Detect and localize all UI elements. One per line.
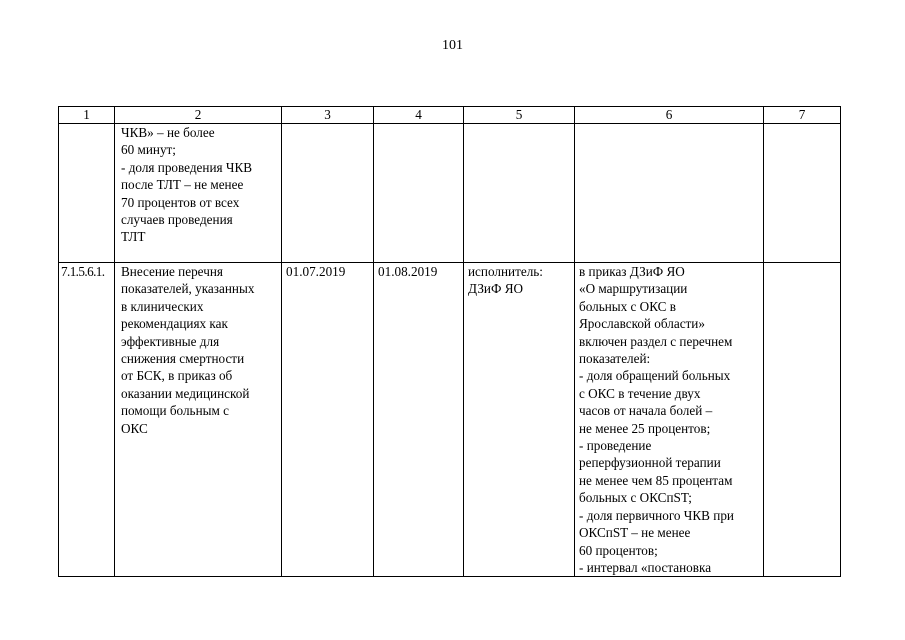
end-date-cell xyxy=(374,124,464,263)
executor-cell xyxy=(464,124,575,263)
header-cell: 2 xyxy=(115,107,282,124)
executor-cell: исполнитель: ДЗиФ ЯО xyxy=(464,263,575,577)
code-cell: 7.1.5.6.1. xyxy=(59,263,115,577)
result-cell: в приказ ДЗиФ ЯО «О маршрутизации больных с ОКС в Ярославской области» включен раздел с перечнем показателей: - доля обращений больных с ОКС в течение двух часов от начала болей – не менее 25 процентов; - проведение реперфузионной терапии не менее чем 85 процентам больных с ОКСпST; - доля первичного ЧКВ при ОКСпST – не менее 60 процентов; - интервал «постановка xyxy=(575,263,764,577)
page-number: 101 xyxy=(442,38,463,53)
header-cell: 7 xyxy=(764,107,841,124)
code-cell xyxy=(59,124,115,263)
header-cell: 6 xyxy=(575,107,764,124)
header-cell: 3 xyxy=(282,107,374,124)
table-row xyxy=(59,263,841,577)
header-cell: 5 xyxy=(464,107,575,124)
end-date-cell: 01.08.2019 xyxy=(374,263,464,577)
header-cell: 4 xyxy=(374,107,464,124)
note-cell xyxy=(764,124,841,263)
start-date-cell: 01.07.2019 xyxy=(282,263,374,577)
description-cell: Внесение перечня показателей, указанных в клинических рекомендациях как эффективные для снижения смертности от БСК, в приказ об оказании медицинской помощи больным с ОКС xyxy=(115,263,282,577)
note-cell xyxy=(764,263,841,577)
result-cell xyxy=(575,124,764,263)
table-row-continuation xyxy=(59,124,841,263)
table-header-row xyxy=(59,107,841,124)
start-date-cell xyxy=(282,124,374,263)
header-cell: 1 xyxy=(59,107,115,124)
plan-table xyxy=(58,106,841,577)
description-cell: ЧКВ» – не более 60 минут; - доля проведения ЧКВ после ТЛТ – не менее 70 процентов от всех случаев проведения ТЛТ xyxy=(115,124,282,263)
